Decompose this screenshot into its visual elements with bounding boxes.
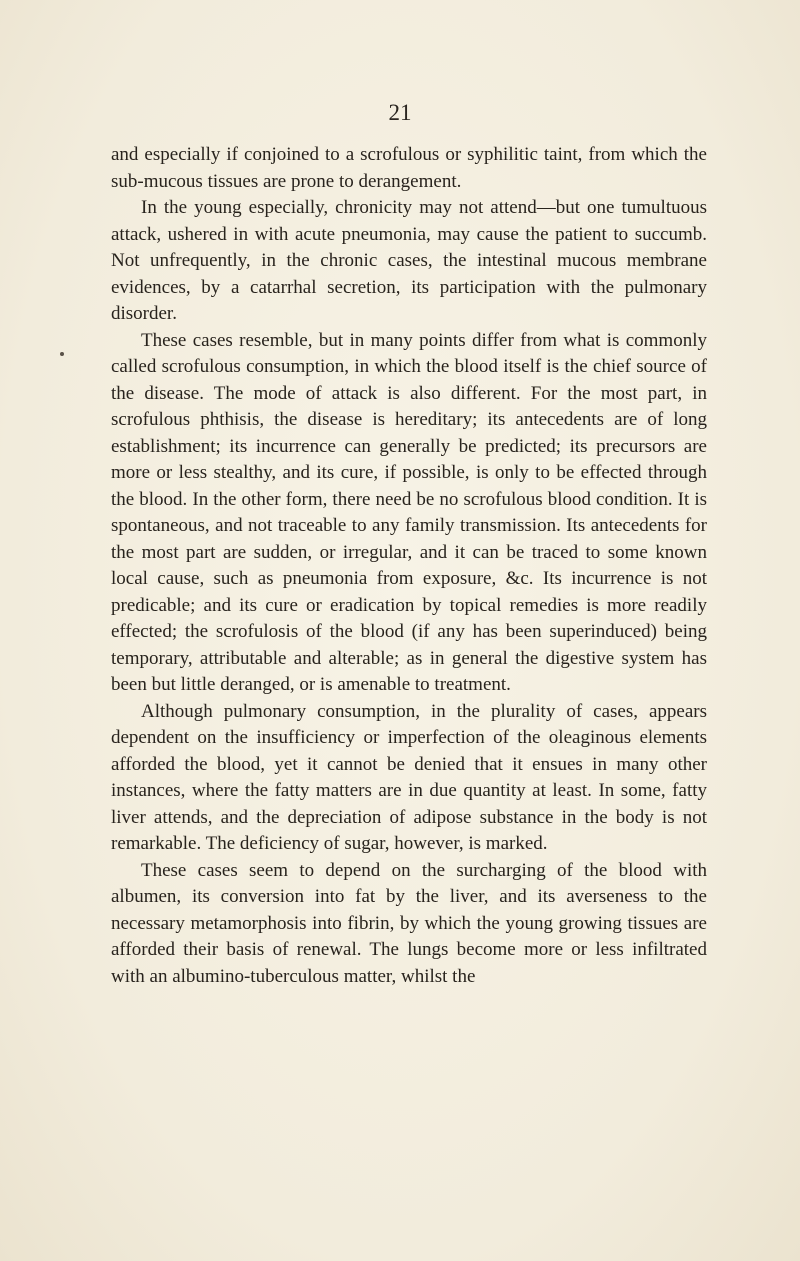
page-number: 21 <box>388 100 412 125</box>
paragraph-3: These cases resemble, but in many points differ from what is commonly called scrofulous consumption, in which the blood itself is the chief source of the disease. The mode of attack is also different. For the most part, in scrofulous phthisis, the disease is hereditary; its antecedents are of long establishment; its incurrence can generally be predicted; its precursors are more or less stealthy, and its cure, if possible, is only to be effected through the blood. In the other form, there need be no scrofulous blood condition. It is spontaneous, and not traceable to any family transmission. Its antecedents for the most part are sudden, or irregular, and it can be traced to some known local cause, such as pneumonia from exposure, &c. Its incurrence is not predicable; and its cure or eradication by topical remedies is more readily effected; the scrofulosis of the blood (if any has been superinduced) being temporary, attributable and alterable; as in general the digestive system has been but little deranged, or is amenable to treatment. <box>111 329 707 695</box>
body-text <box>111 142 707 990</box>
paragraph-5: These cases seem to depend on the surcharging of the blood with albumen, its conversion into fat by the liver, and its averseness to the necessary metamorphosis into fibrin, by which the young growing tissues are afforded their basis of renewal. The lungs become more or less infiltrated with an albumino-tuberculous matter, whilst the <box>111 859 707 987</box>
paragraph-2: In the young especially, chronicity may not attend—but one tumultuous attack, ushered in with acute pneumonia, may cause the patient to succumb. Not unfrequently, in the chronic cases, the intestinal mucous membrane evidences, by a catarrhal secretion, its participation with the pulmonary disorder. <box>111 197 707 324</box>
ink-speck <box>60 352 64 356</box>
paragraph-4: Although pulmonary consumption, in the plurality of cases, appears dependent on the insufficiency or imperfection of the oleaginous elements afforded the blood, yet it cannot be denied that it ensues in many other instances, where the fatty matters are in due quantity at least. In some, fatty liver attends, and the depreciation of adipose substance in the body is not remarkable. The deficiency of sugar, however, is marked. <box>111 700 707 854</box>
paragraph-1: and especially if conjoined to a scrofulous or syphilitic taint, from which the sub-mucous tissues are prone to derangement. <box>111 144 707 192</box>
